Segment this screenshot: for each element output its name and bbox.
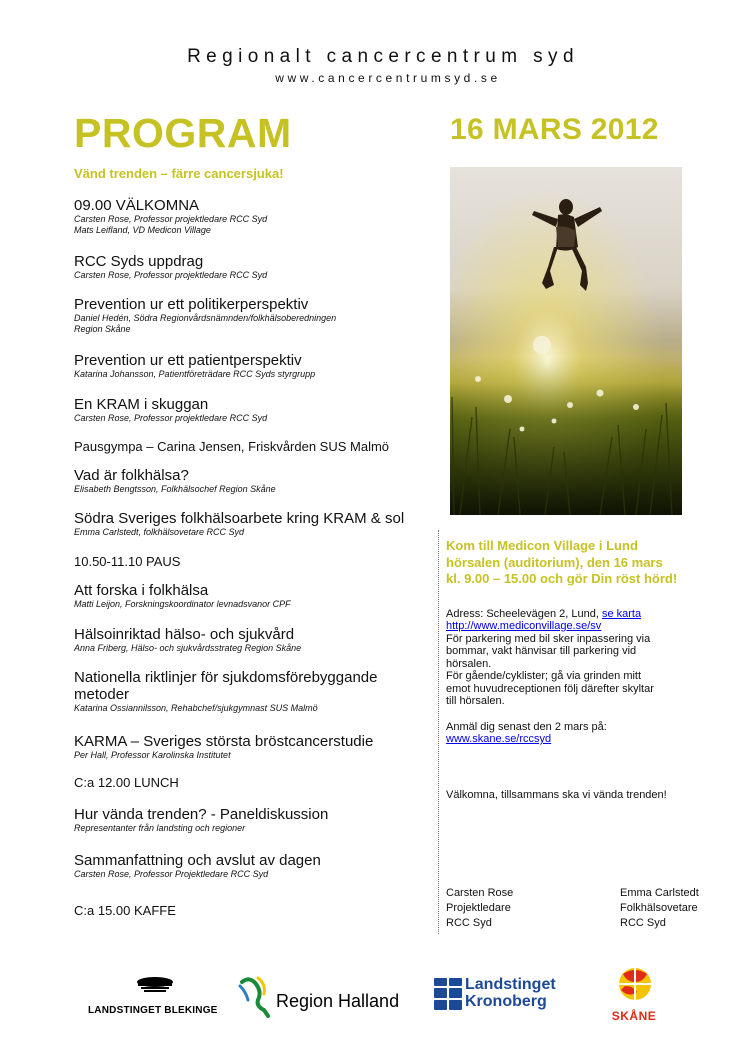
agenda-item: [74, 296, 444, 335]
program-title: PROGRAM: [74, 110, 292, 156]
agenda-item-speaker: Katarina Ossiannilsson, Rehabchef/sjukgymnast SUS Malmö: [74, 703, 318, 713]
agenda-item-title: Prevention ur ett politikerperspektiv: [74, 296, 309, 313]
agenda-item: [74, 553, 444, 570]
agenda-item-title: Sammanfattning och avslut av dagen: [74, 852, 321, 869]
org-name: Regionalt cancercentrum syd: [187, 46, 579, 67]
parking-line: emot huvudreceptionen följ därefter skyltar: [446, 682, 654, 695]
signature: [620, 886, 699, 931]
agenda-item-title: RCC Syds uppdrag: [74, 253, 204, 270]
agenda-item-speaker: Per Hall, Professor Karolinska Institutet: [74, 750, 231, 760]
signup-text: Anmäl dig senast den 2 mars på:: [446, 720, 607, 733]
agenda-item-title: 09.00 VÄLKOMNA: [74, 197, 200, 214]
agenda-item: [74, 197, 444, 236]
agenda-item: [74, 582, 444, 610]
agenda-item: [74, 852, 444, 880]
medicon-link[interactable]: http://www.mediconvillage.se/sv: [446, 620, 602, 632]
agenda-item-title: KARMA – Sveriges största bröstcancerstudie: [74, 733, 374, 750]
agenda-item: [74, 253, 444, 281]
halland-map-icon: [236, 974, 280, 1018]
partner-logos: [0, 960, 746, 1030]
parking-line: bommar, vakt hänvisar till parkering vid: [446, 645, 637, 657]
agenda-item-title: Prevention ur ett patientperspektiv: [74, 352, 302, 369]
parking-line: För gående/cyklister; gå via grinden mitt: [446, 670, 642, 682]
agenda-item-speaker: Carsten Rose, Professor Projektledare RCC Syd: [74, 869, 269, 879]
kronoberg-name-2: Kronoberg: [465, 993, 547, 1010]
address-line: [446, 608, 728, 621]
skane-griffin-icon: [603, 962, 665, 1006]
map-link[interactable]: se karta: [601, 607, 642, 620]
signature-role: Folkhälsovetare: [620, 902, 698, 914]
logo-skane: [603, 962, 665, 1022]
invitation-line: Kom till Medicon Village i Lund: [446, 538, 638, 553]
agenda-item-speaker: Carsten Rose, Professor projektledare RCC Syd: [74, 413, 268, 423]
signature-org: RCC Syd: [620, 917, 666, 929]
agenda-item-speaker: Mats Leifland, VD Medicon Village: [74, 225, 211, 235]
agenda-item: [74, 396, 444, 424]
event-date: 16 MARS 2012: [450, 113, 659, 146]
org-header: [0, 46, 746, 85]
agenda-item-title: En KRAM i skuggan: [74, 396, 209, 413]
parking-line: hörsalen.: [446, 657, 492, 670]
parking-line: till hörsalen.: [446, 695, 505, 707]
logo-halland: [236, 974, 411, 1020]
agenda-item-speaker: Matti Leijon, Forskningskoordinator levnadsvanor CPF: [74, 599, 291, 609]
invitation: [446, 538, 728, 588]
agenda-item-speaker: Carsten Rose, Professor projektledare RCC Syd: [74, 270, 268, 280]
agenda-item-speaker: Anna Friberg, Hälso- och sjukvårdsstrateg Region Skåne: [74, 643, 302, 653]
agenda-item: [74, 902, 444, 919]
agenda-item-speaker: Emma Carlstedt, folkhälsovetare RCC Syd: [74, 527, 245, 537]
blekinge-name: LANDSTINGET BLEKINGE: [88, 1005, 218, 1016]
address-block: [446, 608, 728, 708]
agenda-item: [74, 467, 444, 495]
signup-link[interactable]: www.skane.se/rccsyd: [446, 733, 552, 745]
agenda-item-speaker: Region Skåne: [74, 324, 131, 334]
agenda-item-title: Hälsoinriktad hälso- och sjukvård: [74, 626, 295, 643]
hero-photo: [450, 167, 682, 515]
blekinge-crown-icon: [88, 976, 223, 996]
kronoberg-name-1: Landstinget: [465, 976, 556, 993]
invitation-line: hörsalen (auditorium), den 16 mars: [446, 554, 663, 570]
agenda-item: [74, 669, 444, 714]
agenda-item-title: Pausgympa – Carina Jensen, Friskvården SUS Malmö: [74, 439, 390, 454]
agenda-item-title: C:a 12.00 LUNCH: [74, 775, 179, 790]
signature-role: Projektledare: [446, 902, 511, 914]
invitation-line: kl. 9.00 – 15.00 och gör Din röst hörd!: [446, 571, 678, 586]
agenda-item-speaker: Elisabeth Bengtsson, Folkhälsochef Region Skåne: [74, 484, 276, 494]
kronoberg-emblem-icon: [434, 976, 464, 1014]
event-info: [438, 530, 728, 934]
agenda-item-speaker: Carsten Rose, Professor projektledare RCC Syd: [74, 214, 268, 224]
program-subtitle: Vänd trenden – färre cancersjuka!: [74, 166, 284, 181]
agenda-item-title: Vad är folkhälsa?: [74, 467, 189, 484]
agenda-item-title: Hur vända trenden? - Paneldiskussion: [74, 806, 329, 823]
agenda-item-title: 10.50-11.10 PAUS: [74, 554, 181, 569]
jumping-person-photo: [450, 167, 682, 515]
agenda-item-title: Södra Sveriges folkhälsoarbete kring KRAM & sol: [74, 510, 405, 527]
agenda-item: [74, 806, 444, 834]
agenda-item: [74, 510, 444, 538]
address-text: Adress: Scheelevägen 2, Lund,: [446, 607, 602, 620]
agenda-item-title: Nationella riktlinjer för sjukdomsförebyggande: [74, 669, 378, 686]
agenda-item: [74, 352, 444, 380]
logo-kronoberg: [434, 976, 584, 1016]
agenda-item-speaker: Daniel Hedén, Södra Regionvårdsnämnden/folkhälsoberedningen: [74, 313, 337, 323]
halland-name: Region Halland: [276, 991, 400, 1011]
agenda-item: [74, 733, 444, 761]
logo-blekinge: [88, 976, 223, 1016]
signature: [446, 886, 513, 931]
signup-block: [446, 721, 728, 746]
agenda-item-title-continued: metoder: [74, 686, 130, 703]
agenda-item-speaker: Katarina Johansson, Patientföreträdare RCC Syds styrgrupp: [74, 369, 316, 379]
signature-name: Carsten Rose: [446, 887, 514, 899]
agenda-item: [74, 774, 444, 791]
org-url: www.cancercentrumsyd.se: [275, 71, 501, 85]
signature-org: RCC Syd: [446, 917, 492, 929]
skane-name: SKÅNE: [611, 1009, 657, 1023]
agenda-item-speaker: Representanter från landsting och regioner: [74, 823, 246, 833]
parking-line: För parkering med bil sker inpassering via: [446, 632, 651, 645]
agenda-item-title: Att forska i folkhälsa: [74, 582, 209, 599]
signature-name: Emma Carlstedt: [620, 887, 699, 899]
agenda-item: [74, 438, 444, 455]
agenda-item: [74, 626, 444, 654]
welcome-text: Välkomna, tillsammans ska vi vända trenden!: [446, 788, 667, 801]
agenda-item-title: C:a 15.00 KAFFE: [74, 903, 176, 918]
